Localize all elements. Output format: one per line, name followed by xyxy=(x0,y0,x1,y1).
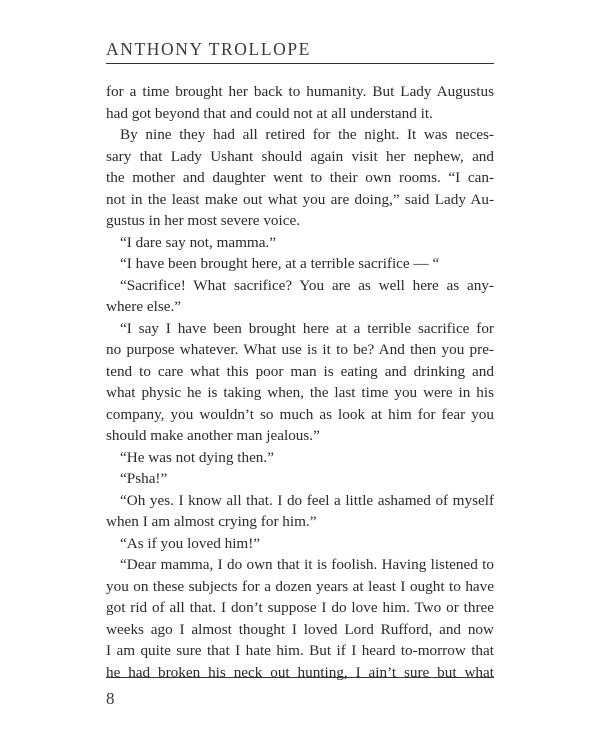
text-line: “I say I have been brought here at a terrible sacrifice for xyxy=(120,319,494,337)
text-line: when I am almost crying for him.” xyxy=(106,513,317,530)
text-line: company, you wouldn’t so much as look at him for fear you xyxy=(106,405,494,423)
text-line: sary that Lady Ushant should again visit her nephew, and xyxy=(106,147,494,165)
text-line: where else.” xyxy=(106,298,182,315)
running-title: ANTHONY TROLLOPE xyxy=(106,39,311,59)
text-line: “Sacrifice! What sacrifice? You are as well here as any- xyxy=(120,276,494,294)
text-line: “I dare say not, mamma.” xyxy=(120,233,277,251)
text-line: had got beyond that and could not at all understand it. xyxy=(106,104,433,122)
header-rule xyxy=(106,63,494,64)
text-line: tend to care what this poor man is eating and drinking and xyxy=(106,362,494,380)
text-line: weeks ago I almost thought I loved Lord Rufford, and now xyxy=(106,620,494,638)
text-line: for a time brought her back to humanity. But Lady Augustus xyxy=(106,83,494,100)
text-line: what physic he is taking when, the last time you were in his xyxy=(106,384,494,401)
text-line: he had broken his neck out hunting, I ain’t sure but what xyxy=(106,663,494,681)
text-line: “I have been brought here, at a terrible sacrifice — “ xyxy=(120,255,440,272)
text-line: “Oh yes. I know all that. I do feel a little ashamed of myself xyxy=(120,491,494,509)
text-line: no purpose whatever. What use is it to be? And then you pre- xyxy=(106,341,494,358)
text-line: I am quite sure that I hate him. But if I heard to-morrow that xyxy=(106,642,494,659)
text-line: not in the least make out what you are doing,” said Lady Au- xyxy=(106,190,494,208)
text-line: By nine they had all retired for the night. It was neces- xyxy=(120,126,494,143)
page-number: 8 xyxy=(106,689,115,708)
text-line: gustus in her most severe voice. xyxy=(106,212,301,229)
text-line: should make another man jealous.” xyxy=(106,427,320,444)
text-line: you on these subjects for a dozen years at least I ought to have xyxy=(106,577,494,595)
text-line: got rid of all that. I don’t suppose I do love him. Two or three xyxy=(106,599,494,616)
body-text xyxy=(106,81,494,683)
text-line: “Psha!” xyxy=(120,470,168,487)
text-line: the mother and daughter went to their own rooms. “I can- xyxy=(106,169,494,186)
text-line: “As if you loved him!” xyxy=(120,534,261,552)
text-line: “Dear mamma, I do own that it is foolish. Having listened to xyxy=(120,556,494,573)
text-line: “He was not dying then.” xyxy=(120,448,274,466)
footer-rule xyxy=(106,677,494,678)
